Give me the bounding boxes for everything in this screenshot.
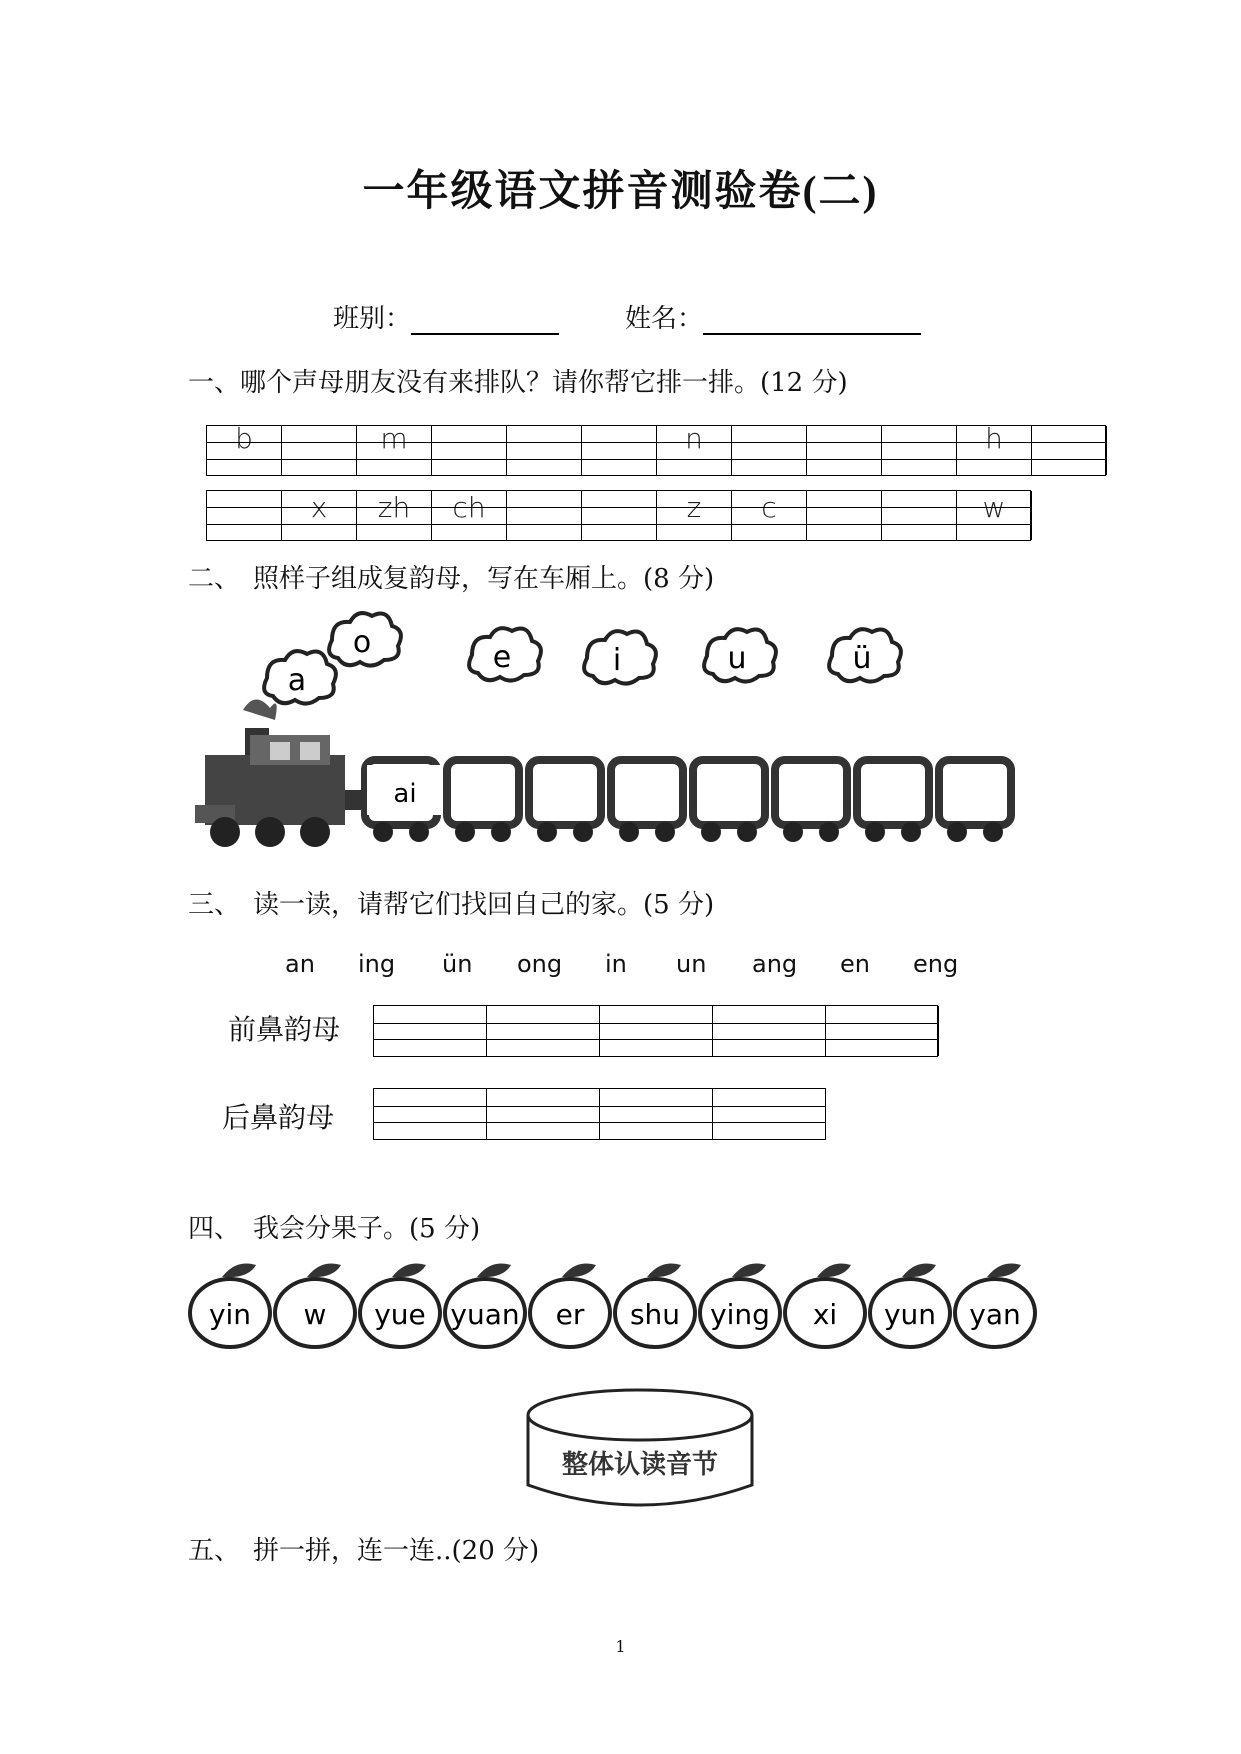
question-3: 三、 读一读，请帮它们找回自己的家。(5 分) (188, 890, 715, 920)
four-line-grid-row-2 (206, 490, 1031, 541)
wagon (447, 760, 519, 842)
grid-cell[interactable] (957, 422, 1032, 475)
fruit (275, 1264, 355, 1348)
fruit-syllable: yuan (450, 1298, 520, 1331)
wagon (529, 760, 601, 842)
fruit-syllable: er (555, 1298, 585, 1331)
cloud-letter: a (287, 663, 307, 698)
fruit (615, 1264, 695, 1348)
fruit-syllable: xi (812, 1298, 838, 1331)
grid-letter: n (685, 422, 703, 455)
fruit-syllable: yan (969, 1298, 1021, 1331)
grid-cell[interactable] (487, 1089, 600, 1139)
grid-cell[interactable] (732, 426, 807, 475)
grid-cell[interactable] (507, 491, 582, 540)
fruit-syllable: yue (374, 1298, 426, 1331)
cloud-letter: ü (852, 641, 872, 676)
wagon (693, 760, 765, 842)
page-number: 1 (615, 1637, 626, 1656)
fruit (360, 1264, 440, 1348)
cloud-letter: o (352, 625, 372, 660)
grid-cell[interactable] (207, 491, 282, 540)
fruit-syllable: w (303, 1298, 327, 1331)
fruit-row (188, 1255, 1048, 1355)
fruit-syllable: shu (629, 1298, 681, 1331)
grid-letter: h (985, 422, 1003, 455)
final-item: ang (752, 950, 798, 978)
fruit (190, 1264, 270, 1348)
wagon (857, 760, 929, 842)
grid-cell[interactable] (282, 491, 357, 540)
final-item: en (840, 950, 870, 978)
back-nasal-grid (373, 1088, 826, 1140)
grid-cell[interactable] (957, 491, 1032, 540)
wagon (775, 760, 847, 842)
grid-cell[interactable] (713, 1089, 826, 1139)
locomotive-icon (195, 699, 365, 847)
grid-cell[interactable] (507, 426, 582, 475)
fruit (530, 1264, 610, 1348)
wagon (611, 760, 683, 842)
grid-cell[interactable] (432, 426, 507, 475)
grid-cell[interactable] (374, 1089, 487, 1139)
fruit (785, 1264, 865, 1348)
grid-cell[interactable] (882, 491, 957, 540)
question-1: 一、哪个声母朋友没有来排队？请你帮它排一排。(12 分) (188, 368, 848, 398)
grid-cell[interactable] (582, 491, 657, 540)
final-item: un (676, 950, 707, 978)
back-nasal-label: 后鼻韵母 (222, 1101, 335, 1134)
cloud-group (264, 613, 901, 703)
grid-cell[interactable] (807, 491, 882, 540)
grid-cell[interactable] (582, 426, 657, 475)
four-line-grid-row-1 (206, 422, 1106, 476)
wagon (365, 760, 447, 842)
grid-letter: z (686, 491, 702, 524)
fruit (870, 1264, 950, 1348)
grid-cell[interactable] (357, 491, 432, 540)
grid-cell[interactable] (600, 1006, 713, 1056)
class-field (333, 298, 559, 335)
fruit-syllable: ying (710, 1298, 770, 1331)
grid-letter: c (761, 491, 777, 524)
grid-cell[interactable] (600, 1089, 713, 1139)
class-blank[interactable] (411, 307, 559, 335)
grid-cell[interactable] (826, 1006, 939, 1056)
example-final: ai (393, 779, 417, 809)
page-title (0, 158, 1241, 218)
cloud-letter: i (612, 643, 622, 678)
grid-cell[interactable] (732, 491, 807, 540)
final-item: ing (358, 950, 396, 978)
fruit (700, 1264, 780, 1348)
fruit-syllable: yun (883, 1298, 937, 1331)
cloud-letter: e (492, 640, 512, 675)
final-item: eng (913, 950, 959, 978)
front-nasal-label: 前鼻韵母 (228, 1013, 341, 1046)
grid-cell[interactable] (882, 426, 957, 475)
cloud-i (584, 631, 656, 683)
grid-cell[interactable] (657, 491, 732, 540)
name-field (625, 298, 921, 335)
final-item: ong (517, 950, 563, 978)
train-illustration (195, 610, 1045, 860)
grid-cell[interactable] (282, 426, 357, 475)
grid-cell[interactable] (807, 426, 882, 475)
final-item: in (605, 950, 627, 978)
grid-letter: zh (377, 491, 411, 524)
cloud-a (264, 651, 336, 703)
front-nasal-grid (373, 1005, 938, 1057)
wagon (939, 760, 1011, 842)
class-label: 班别： (333, 304, 412, 334)
question-2: 二、 照样子组成复韵母，写在车厢上。(8 分) (188, 564, 715, 594)
final-item: ün (442, 950, 473, 978)
question-5: 五、 拼一拼，连一连..(20 分) (188, 1536, 540, 1566)
fruit-syllable: yin (208, 1298, 252, 1331)
wagon-group (365, 760, 1011, 842)
title-main: 一年级语文拼音测验卷 (362, 166, 803, 215)
name-label: 姓名： (625, 304, 704, 334)
cloud-e (469, 628, 541, 680)
question-4: 四、 我会分果子。(5 分) (188, 1214, 481, 1244)
title-paren: (二) (802, 169, 879, 215)
basket-icon (520, 1385, 760, 1515)
grid-cell[interactable] (357, 422, 432, 475)
grid-letter: ch (452, 491, 486, 524)
grid-cell[interactable] (657, 422, 732, 475)
grid-cell[interactable] (713, 1006, 826, 1056)
grid-letter: b (235, 422, 253, 455)
final-item: an (285, 950, 315, 978)
cloud-u (704, 629, 776, 681)
grid-cell[interactable] (374, 1006, 487, 1056)
fruit (955, 1264, 1035, 1348)
cloud-o (329, 613, 401, 665)
grid-cell[interactable] (207, 422, 282, 475)
grid-cell[interactable] (487, 1006, 600, 1056)
grid-letter: w (982, 491, 1006, 524)
grid-letter: x (310, 491, 328, 524)
fruit (445, 1264, 525, 1348)
cloud-letter: u (727, 641, 747, 676)
name-blank[interactable] (703, 307, 921, 335)
grid-cell[interactable] (1032, 426, 1107, 475)
grid-cell[interactable] (432, 491, 507, 540)
basket-label: 整体认读音节 (561, 1450, 719, 1480)
grid-letter: m (380, 422, 408, 455)
cloud-ü (829, 629, 901, 681)
